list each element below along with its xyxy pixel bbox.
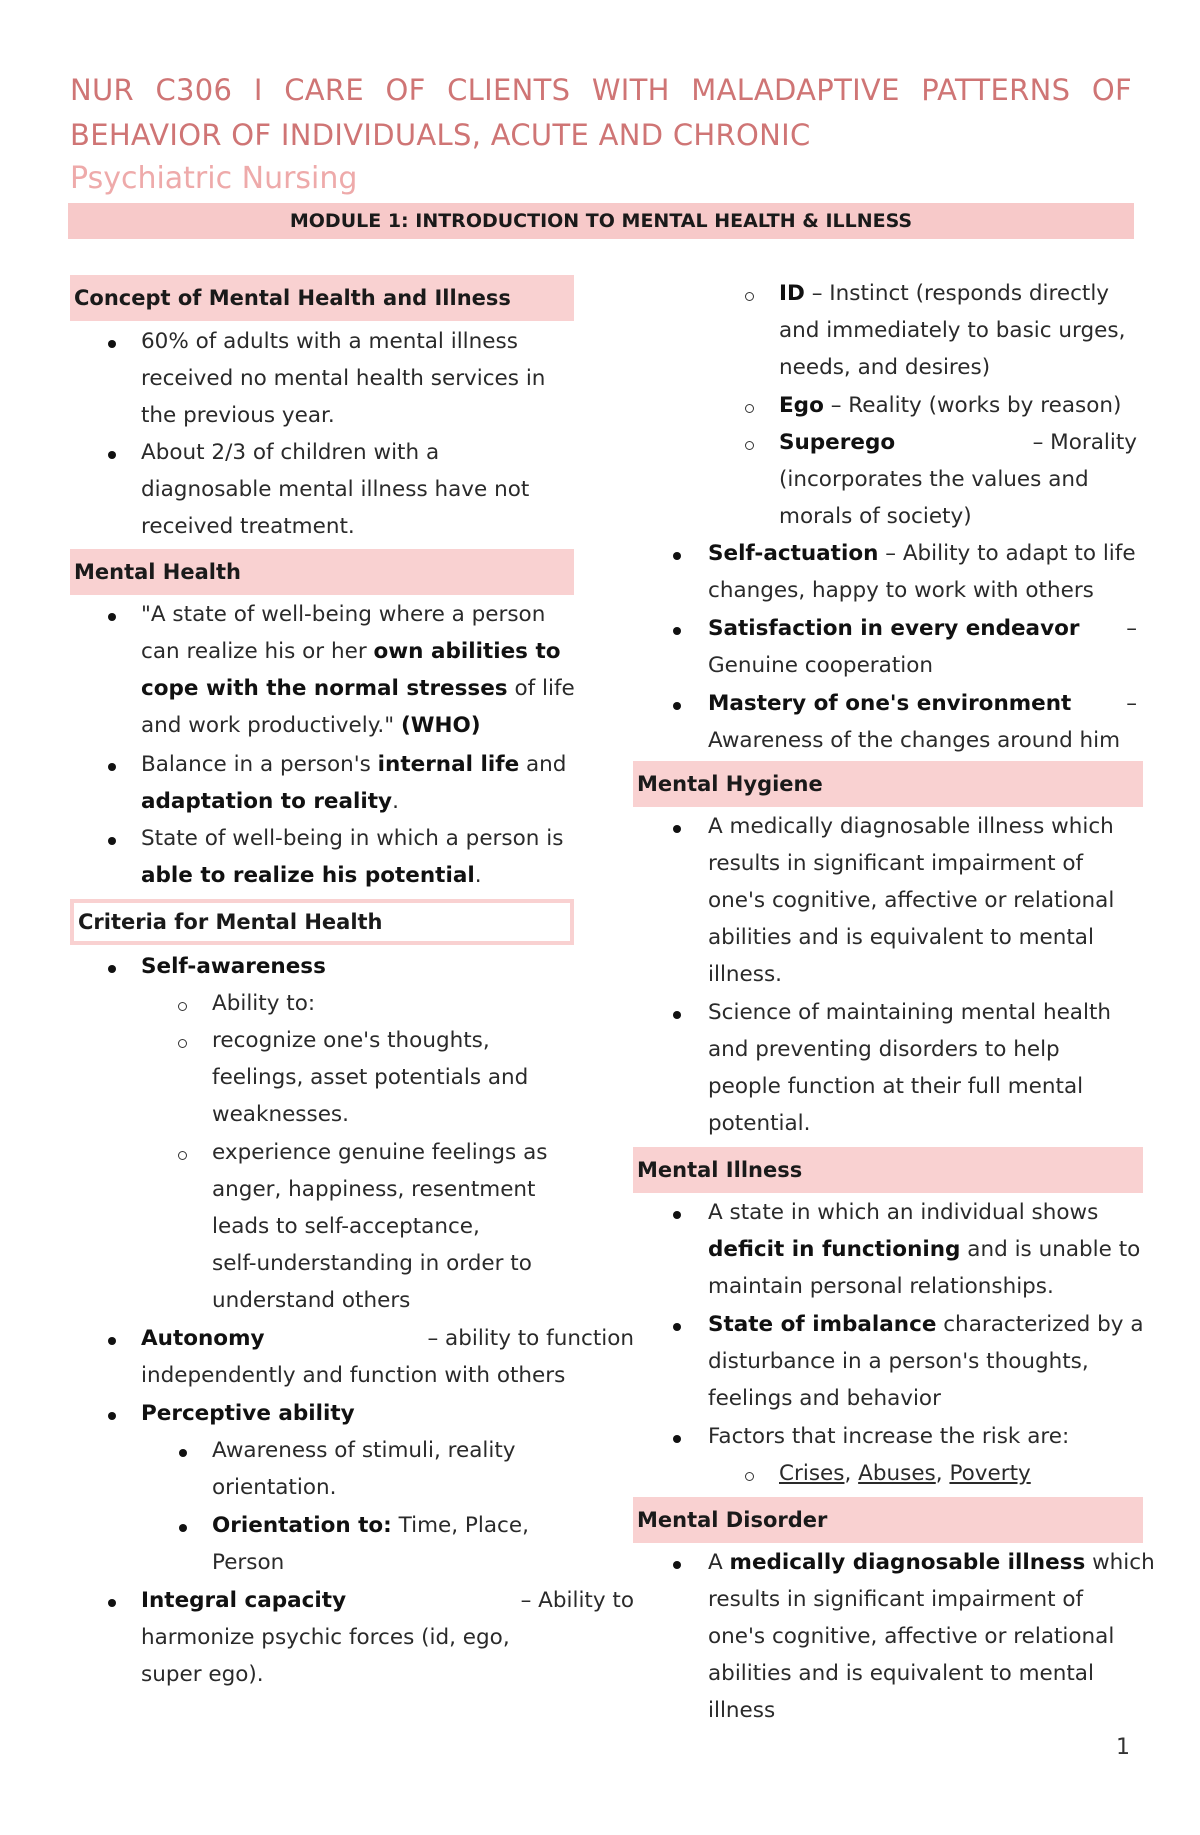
bullet-icon <box>673 627 681 635</box>
bold-text: ID <box>779 281 805 306</box>
text-line <box>708 535 1136 572</box>
bold-text: deficit in functioning <box>708 1237 961 1262</box>
text: – <box>1126 691 1137 716</box>
text-line: A medically diagnosable illness which <box>708 814 1114 839</box>
bullet-icon <box>108 1599 116 1607</box>
text-line: needs, and desires) <box>779 355 991 380</box>
text-line: Genuine cooperation <box>708 653 934 678</box>
underlined-text: Poverty <box>949 1461 1031 1486</box>
bullet-icon <box>673 1435 681 1443</box>
text-line: Science of maintaining mental health <box>708 1000 1112 1025</box>
text-line <box>779 275 1109 312</box>
title-word: WITH <box>591 73 670 107</box>
text-line: diagnosable mental illness have not <box>141 477 530 502</box>
bullet-icon <box>673 552 681 560</box>
text: and is unable to <box>960 1237 1141 1262</box>
bold-text: State of imbalance <box>708 1312 937 1337</box>
text-line: results in significant impairment of <box>708 1587 1084 1612</box>
title-word: CLIENTS <box>447 73 571 107</box>
text-line: Self-awareness <box>141 954 326 979</box>
text-line <box>708 1306 1144 1343</box>
section-heading-mental-health: Mental Health <box>70 549 574 595</box>
text-line: weaknesses. <box>212 1102 349 1127</box>
text: – Ability to adapt to life <box>878 541 1136 566</box>
text-line <box>708 1231 1140 1268</box>
circle-bullet-icon <box>745 404 754 413</box>
bold-text: Orientation to: <box>212 1513 392 1538</box>
text-line: experience genuine feelings as <box>212 1140 548 1165</box>
bullet-icon <box>673 1211 681 1219</box>
text-line: abilities and is equivalent to mental <box>708 925 1094 950</box>
text-line <box>708 610 1137 647</box>
text-line: independently and function with others <box>141 1363 566 1388</box>
subtitle: Psychiatric Nursing <box>70 161 358 196</box>
text-line: abilities and is equivalent to mental <box>708 1661 1094 1686</box>
text: Time, Place, <box>398 1513 529 1538</box>
text-line: morals of society) <box>779 504 972 529</box>
text: – ability to function <box>427 1326 634 1351</box>
document-title <box>70 68 1132 158</box>
text-line: illness <box>708 1698 776 1723</box>
text-line: recognize one's thoughts, <box>212 1028 490 1053</box>
page-number: 1 <box>1116 1735 1130 1760</box>
bullet-icon <box>108 613 116 621</box>
text-line: Person <box>212 1550 285 1575</box>
text: – <box>1126 616 1137 641</box>
bullet-icon <box>108 837 116 845</box>
text-line: feelings and behavior <box>708 1386 941 1411</box>
title-word: I <box>253 73 263 107</box>
underlined-text: Crises <box>779 1461 845 1486</box>
text: – Ability to <box>520 1588 634 1613</box>
bold-text: Superego <box>779 430 896 455</box>
underlined-text: Abuses <box>858 1461 936 1486</box>
text: . <box>474 863 482 888</box>
text-line: maintain personal relationships. <box>708 1274 1054 1299</box>
module-banner: MODULE 1: INTRODUCTION TO MENTAL HEALTH & ILLNESS <box>68 203 1134 239</box>
title-line-1 <box>70 68 1132 113</box>
title-word: PATTERNS <box>921 73 1071 107</box>
bullet-icon <box>108 451 116 459</box>
bold-text: own abilities to <box>373 639 561 664</box>
text: 60% of adults with a mental illness <box>141 329 518 354</box>
section-heading-mental-disorder: Mental Disorder <box>633 1497 1143 1543</box>
bullet-icon <box>179 1524 187 1532</box>
text: of life <box>507 676 575 701</box>
text-line: and preventing disorders to help <box>708 1037 1060 1062</box>
text-line: leads to self-acceptance, <box>212 1214 480 1239</box>
text-line: Awareness of stimuli, reality <box>212 1438 516 1463</box>
bullet-icon <box>673 1323 681 1331</box>
bold-text: Autonomy <box>141 1326 265 1351</box>
text-line <box>141 1320 634 1357</box>
text-line: received treatment. <box>141 514 355 539</box>
text-line <box>141 707 481 744</box>
text-line <box>141 323 634 360</box>
section-heading-mental-hygiene: Mental Hygiene <box>633 761 1143 807</box>
text-line: super ego). <box>141 1662 264 1687</box>
text: A <box>708 1550 730 1575</box>
title-word: OF <box>1091 73 1132 107</box>
bold-text: Mastery of one's environment <box>708 691 1072 716</box>
bold-text: internal life <box>377 752 520 777</box>
text-line <box>141 670 575 707</box>
bold-text: Ego <box>779 393 824 418</box>
text-line: one's cognitive, affective or relational <box>708 1624 1115 1649</box>
text: can realize his or her <box>141 639 374 664</box>
text: Balance in a person's <box>141 752 378 777</box>
text: – Instinct (responds directly <box>811 281 1110 306</box>
bold-text: Satisfaction in every endeavor <box>708 616 1080 641</box>
text-line <box>141 1582 634 1619</box>
text-line: potential. <box>708 1111 811 1136</box>
text-line <box>141 746 566 783</box>
text: – Morality <box>1032 430 1137 455</box>
text-line: understand others <box>212 1288 411 1313</box>
text: and work productively." <box>141 713 401 738</box>
text-line: About 2/3 of children with a <box>141 440 440 465</box>
text-line: Ability to: <box>212 991 316 1016</box>
text-line: self-understanding in order to <box>212 1251 532 1276</box>
text: and <box>519 752 567 777</box>
title-word: CARE <box>284 73 364 107</box>
title-word: MALADAPTIVE <box>691 73 900 107</box>
circle-bullet-icon <box>178 1039 187 1048</box>
section-heading-concept: Concept of Mental Health and Illness <box>70 275 574 321</box>
text-line <box>779 424 1137 461</box>
bullet-icon <box>673 1561 681 1569</box>
circle-bullet-icon <box>745 292 754 301</box>
text-line: changes, happy to work with others <box>708 578 1094 603</box>
bullet-icon <box>108 965 116 973</box>
bullet-icon <box>673 825 681 833</box>
title-word: OF <box>385 73 426 107</box>
text-line <box>708 1544 1155 1581</box>
text-line: (incorporates the values and <box>779 467 1089 492</box>
text-line: anger, happiness, resentment <box>212 1177 536 1202</box>
bullet-icon <box>673 1011 681 1019</box>
text: characterized by a <box>936 1312 1144 1337</box>
text-line: harmonize psychic forces (id, ego, <box>141 1625 510 1650</box>
text: which <box>1085 1550 1155 1575</box>
text-line: orientation. <box>212 1475 337 1500</box>
text-line: illness. <box>708 962 783 987</box>
text-line: Perceptive ability <box>141 1401 355 1426</box>
text-line: "A state of well-being where a person <box>141 602 546 627</box>
text: . <box>392 789 399 814</box>
text-line <box>212 1507 529 1544</box>
bold-text: able to realize his potential <box>141 863 475 888</box>
circle-bullet-icon <box>745 1472 754 1481</box>
bold-text: adaptation to reality <box>141 789 393 814</box>
section-heading-mental-illness: Mental Illness <box>633 1147 1143 1193</box>
text-line: and immediately to basic urges, <box>779 318 1126 343</box>
text-line: disturbance in a person's thoughts, <box>708 1349 1089 1374</box>
text-line: Crises, Abuses, Poverty <box>779 1461 1031 1486</box>
bold-text: Self-actuation <box>708 541 879 566</box>
bold-text: (WHO) <box>400 713 481 738</box>
text-line: State of well-being in which a person is <box>141 826 564 851</box>
circle-bullet-icon <box>178 1151 187 1160</box>
text-line <box>779 387 1121 424</box>
text-line: one's cognitive, affective or relational <box>708 888 1115 913</box>
text-line <box>708 685 1137 722</box>
text-line <box>141 783 399 820</box>
text-line: Awareness of the changes around him <box>708 728 1121 753</box>
bullet-icon <box>108 763 116 771</box>
bullet-icon <box>673 702 681 710</box>
text-line: feelings, asset potentials and <box>212 1065 529 1090</box>
bold-text: cope with the normal stresses <box>141 676 508 701</box>
text-line: results in significant impairment of <box>708 851 1084 876</box>
text: – Reality (works by reason) <box>823 393 1122 418</box>
circle-bullet-icon <box>178 1002 187 1011</box>
title-word: C306 <box>155 73 233 107</box>
circle-bullet-icon <box>745 441 754 450</box>
text-line <box>141 857 482 894</box>
text-line: A state in which an individual shows <box>708 1200 1099 1225</box>
section-heading-criteria: Criteria for Mental Health <box>70 899 574 945</box>
bold-text: Integral capacity <box>141 1588 347 1613</box>
bold-text: medically diagnosable illness <box>729 1550 1086 1575</box>
text-line <box>141 633 561 670</box>
text-line: people function at their full mental <box>708 1074 1084 1099</box>
text-line: received no mental health services in <box>141 366 546 391</box>
bullet-icon <box>179 1449 187 1457</box>
text-line: the previous year. <box>141 403 335 428</box>
bullet-icon <box>108 1337 116 1345</box>
title-line-2: BEHAVIOR OF INDIVIDUALS, ACUTE AND CHRONIC <box>70 118 811 152</box>
title-word: NUR <box>70 73 134 107</box>
text-line: Factors that increase the risk are: <box>708 1424 1070 1449</box>
bullet-icon <box>108 340 116 348</box>
bullet-icon <box>108 1412 116 1420</box>
